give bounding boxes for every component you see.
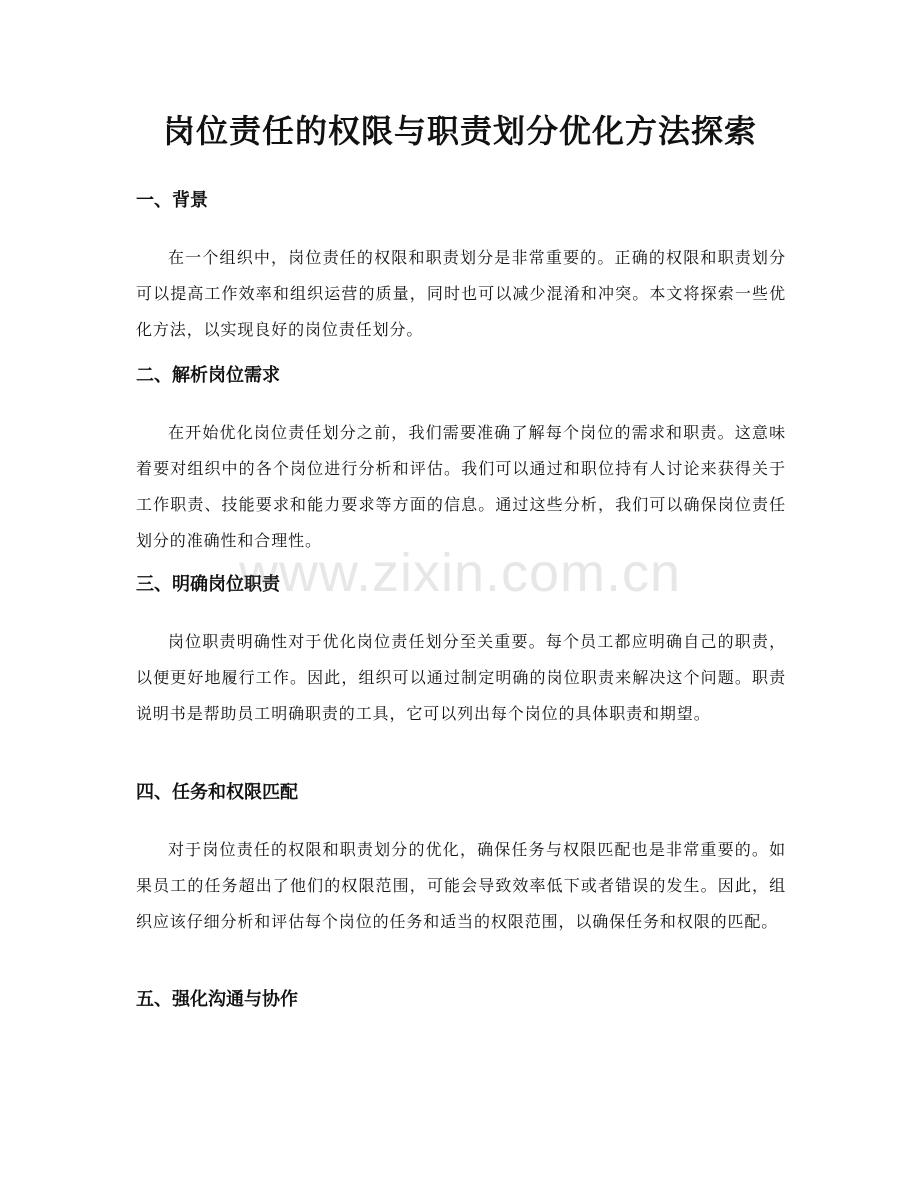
section-task-authority-match <box>136 780 786 940</box>
section-paragraph: 岗位职责明确性对于优化岗位责任划分至关重要。每个员工都应明确自己的职责，以便更好地履行工作。因此，组织可以通过制定明确的岗位职责来解决这个问题。职责说明书是帮助员工明确职责的工具，它可以列出每个岗位的具体职责和期望。 <box>136 632 786 723</box>
section-analyze-requirements <box>136 363 786 559</box>
section-heading: 三、明确岗位职责 <box>136 574 280 595</box>
section-heading: 五、强化沟通与协作 <box>136 989 298 1010</box>
section-heading: 二、解析岗位需求 <box>136 365 280 386</box>
section-paragraph: 在开始优化岗位责任划分之前，我们需要准确了解每个岗位的需求和职责。这意味着要对组织中的各个岗位进行分析和评估。我们可以通过和职位持有人讨论来获得关于工作职责、技能要求和能力要求等方面的信息。通过这些分析，我们可以确保岗位责任划分的准确性和合理性。 <box>136 423 786 550</box>
section-clarify-duties <box>136 572 786 732</box>
section-paragraph: 对于岗位责任的权限和职责划分的优化，确保任务与权限匹配也是非常重要的。如果员工的任务超出了他们的权限范围，可能会导致效率低下或者错误的发生。因此，组织应该仔细分析和评估每个岗位的任务和适当的权限范围，以确保任务和权限的匹配。 <box>136 840 786 931</box>
watermark-text: www.zixin.com.cn <box>238 543 682 603</box>
document-title: 岗位责任的权限与职责划分优化方法探索 <box>162 112 757 150</box>
section-heading: 四、任务和权限匹配 <box>136 782 298 803</box>
section-paragraph: 在一个组织中，岗位责任的权限和职责划分是非常重要的。正确的权限和职责划分可以提高工作效率和组织运营的质量，同时也可以减少混淆和冲突。本文将探索一些优化方法，以实现良好的岗位责任划分。 <box>136 248 786 339</box>
section-heading: 一、背景 <box>136 190 208 211</box>
section-background <box>136 188 786 348</box>
section-communication <box>136 987 786 1013</box>
